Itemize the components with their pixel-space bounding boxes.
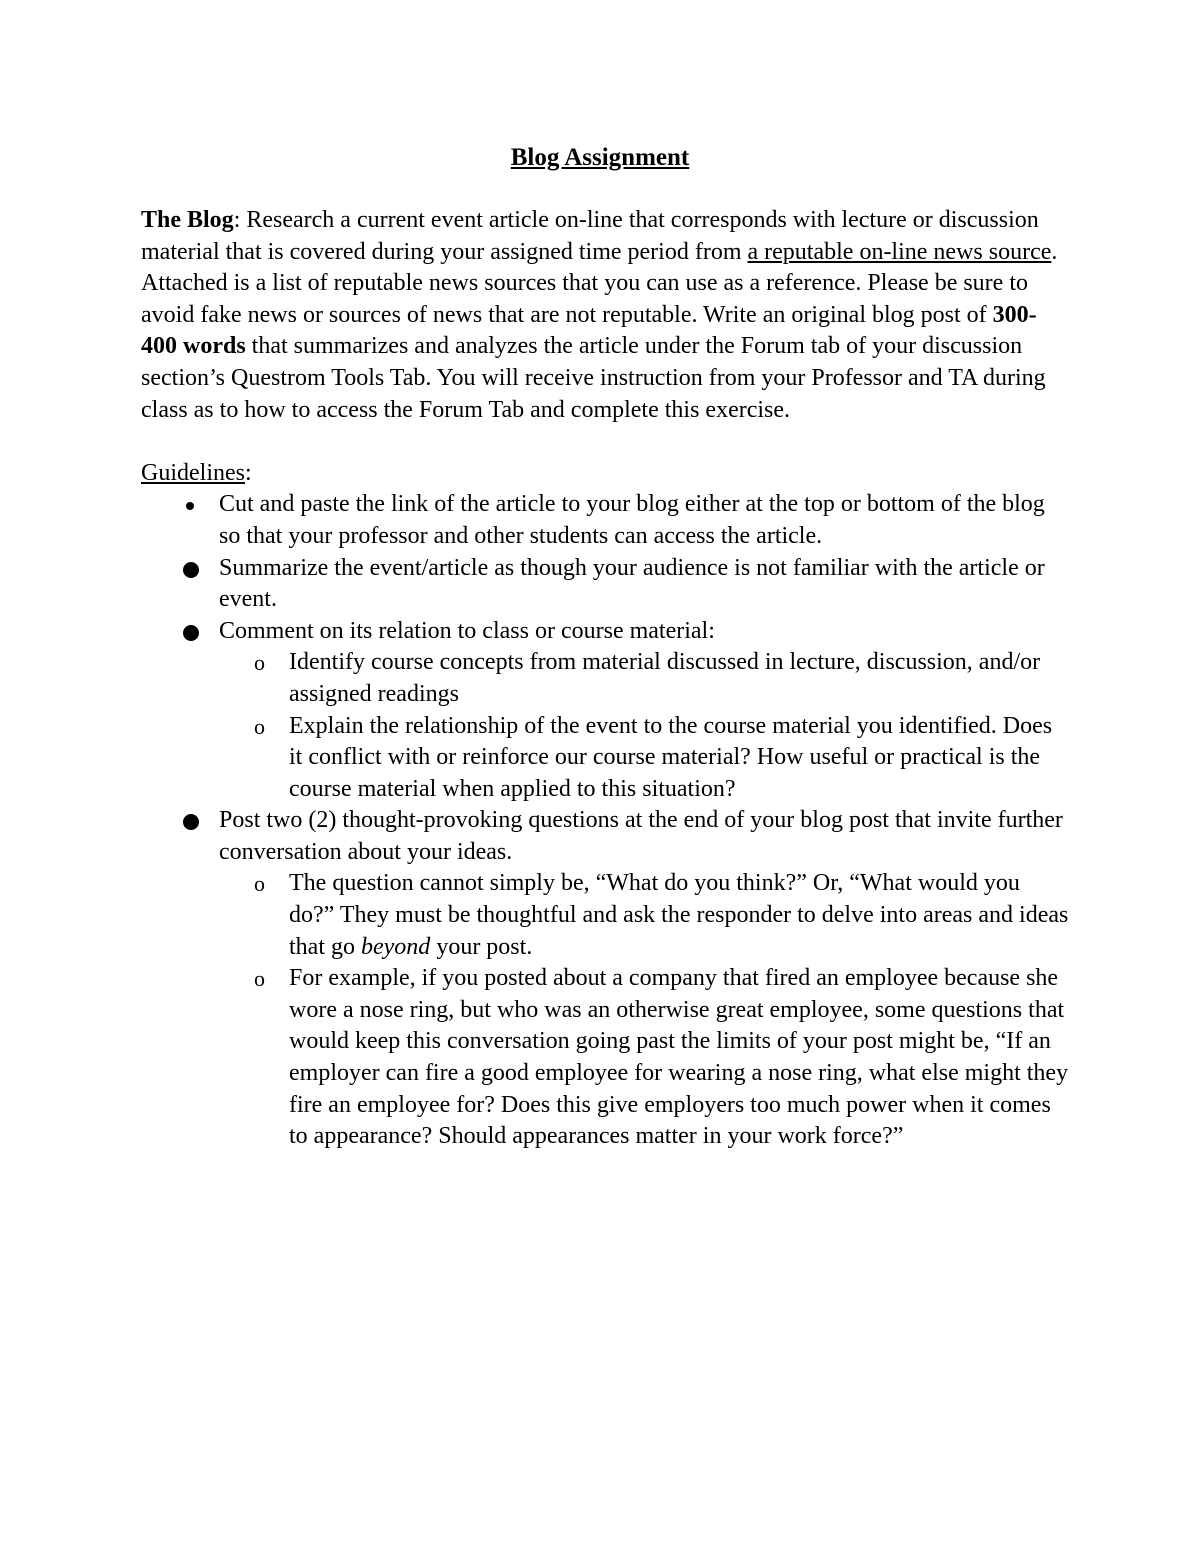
guideline-item xyxy=(141,553,1071,616)
guidelines-heading-colon: : xyxy=(244,459,252,486)
guideline-sublist xyxy=(219,868,1071,1152)
guidelines-heading-text: Guidelines xyxy=(141,459,245,486)
sub-bullet-icon: o xyxy=(254,650,265,676)
guideline-item xyxy=(141,616,1071,806)
guideline-text: Summarize the event/article as though your audience is not familiar with the article or event. xyxy=(219,554,1045,613)
guideline-item xyxy=(141,805,1071,1153)
guidelines-heading xyxy=(141,458,1071,490)
bullet-icon xyxy=(183,562,199,578)
guideline-subitem xyxy=(219,647,1071,710)
bullet-icon xyxy=(186,502,194,510)
intro-text-1: : Research a current event article on-line that corresponds with lecture or discussion material that is covered during your assigned time period from xyxy=(141,207,1039,265)
sub-bullet-icon: o xyxy=(254,871,265,897)
page-title: Blog Assignment xyxy=(510,144,690,171)
guideline-sublist xyxy=(219,647,1071,805)
question-rule-emphasis: beyond xyxy=(361,933,431,960)
guideline-text: Cut and paste the link of the article to your blog either at the top or bottom of the blog so that your professor and other students can access the article. xyxy=(219,491,1045,549)
guideline-item xyxy=(141,489,1071,552)
sub-bullet-icon: o xyxy=(254,966,265,992)
word-count: 300-400 words xyxy=(141,301,1037,360)
guideline-subitem-text: Identify course concepts from material discussed in lecture, discussion, and/or assigned readings xyxy=(289,649,1041,707)
guideline-text: Comment on its relation to class or course material: xyxy=(219,617,715,644)
bullet-icon xyxy=(183,625,199,641)
guidelines-list xyxy=(141,489,1071,1152)
guideline-subitem xyxy=(219,711,1071,806)
intro-text-2: . Attached is a list of reputable news sources that you can use as a reference. Please be sure to avoid fake news or sources of news that are not reputable. Write an original blog post of xyxy=(141,238,1058,328)
news-source-link: a reputable on-line news source xyxy=(747,238,1052,265)
guideline-subitem-text: Explain the relationship of the event to the course material you identified. Does it conflict with or reinforce our course material? How useful or practical is the course material when applied to this situation? xyxy=(289,712,1053,802)
bullet-icon xyxy=(183,814,199,830)
guideline-text: Post two (2) thought-provoking questions at the end of your blog post that invite further conversation about your ideas. xyxy=(219,807,1063,865)
intro-paragraph xyxy=(141,205,1071,426)
question-rule-text-2: your post. xyxy=(430,933,533,960)
document-body xyxy=(141,205,1071,1153)
example-question-text: For example, if you posted about a company that fired an employee because she wore a nose ring, but who was an otherwise great employee, some questions that would keep this conversation going past the limits of your post might be, “If an employer can fire a good employee for wearing a nose ring, what else might they fire an employee for? Does this give employers too much power when it comes to appearance? Should appearances matter in your work force?” xyxy=(289,965,1069,1150)
guideline-subitem xyxy=(219,963,1071,1153)
guideline-subitem xyxy=(219,868,1071,963)
intro-label: The Blog xyxy=(141,207,234,233)
intro-text-3: that summarizes and analyzes the article under the Forum tab of your discussion section’s Questrom Tools Tab. You will receive instruction from your Professor and TA during class as to how to access the Forum Tab and complete this exercise. xyxy=(141,333,1046,423)
question-rule-text-1: The question cannot simply be, “What do you think?” Or, “What would you do?” They must be thoughtful and ask the responder to delve into areas and ideas that go xyxy=(289,870,1069,960)
sub-bullet-icon: o xyxy=(254,713,265,739)
